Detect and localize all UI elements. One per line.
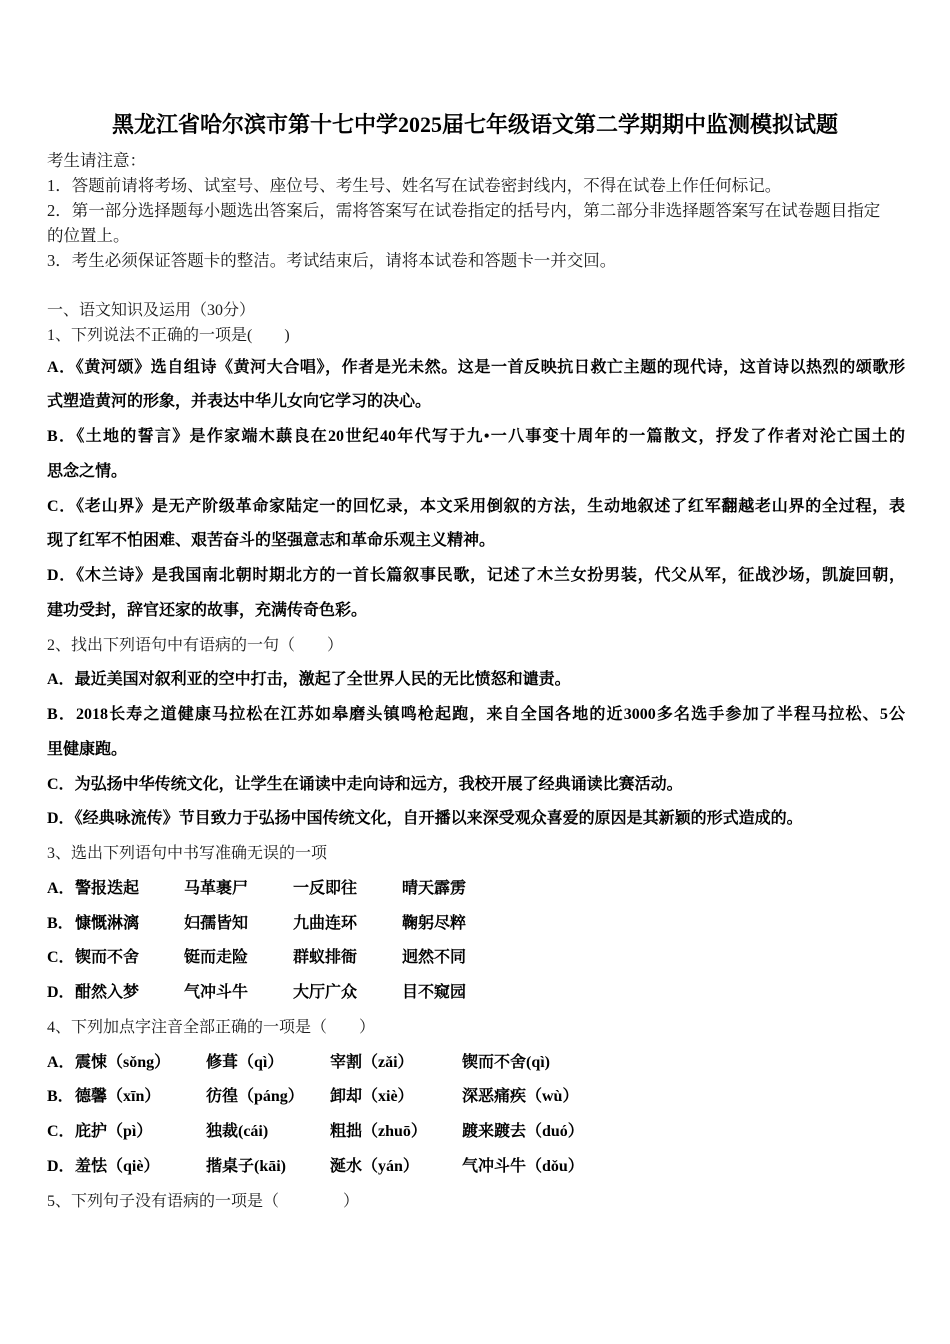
option-text: 《土地的誓言》是作家端木蕻良在20世纪40年代写于九•一八事变十周年的一篇散文，抒发了作者对沦亡国土的 [76, 428, 905, 446]
option-item: 彷徨（páng） [206, 1088, 304, 1106]
option-text: 《经典咏流传》节目致力于弘扬中国传统文化，自开播以来深受观众喜爱的原因是其新颖的形式造成的。 [74, 810, 803, 828]
option-line [47, 385, 905, 420]
question-4-stem: 4、下列加点字注音全部正确的一项是（ ） [47, 1018, 376, 1036]
option-item: 警报迭起 [75, 879, 140, 897]
option-text: 《老山界》是无产阶级革命家陆定一的回忆录，本文采用倒叙的方法，生动地叙述了红军翻越老山界的全过程，表 [76, 497, 905, 515]
question-3-option-b [47, 907, 905, 942]
option-label: A． [47, 1053, 75, 1071]
exam-body [47, 148, 905, 1220]
option-item: 大厅广众 [293, 984, 358, 1002]
option-label: B． [47, 1088, 74, 1106]
option-item: 粗拙（zhuō） [330, 1123, 427, 1141]
option-text-continued: 建功受封，辞官还家的故事，充满传奇色彩。 [47, 601, 368, 619]
option-item: 锲而不舍 [75, 949, 140, 967]
question-3-stem: 3、选出下列语句中书写准确无误的一项 [47, 845, 328, 863]
notice [47, 148, 905, 273]
option-item: 迥然不同 [402, 949, 467, 967]
question-2-option-c [47, 768, 905, 803]
option-item: 妇孺皆知 [184, 914, 249, 932]
option-line [47, 455, 905, 490]
option-text: 最近美国对叙利亚的空中打击，激起了全世界人民的无比愤怒和谴责。 [74, 671, 571, 689]
option-item: 揩桌子(kāi) [206, 1157, 287, 1175]
question-4-option-c [47, 1115, 905, 1150]
option-item: 独裁(cái) [206, 1123, 269, 1141]
question-1 [47, 323, 905, 629]
option-text: 为弘扬中华传统文化，让学生在诵读中走向诗和远方，我校开展了经典诵读比赛活动。 [74, 775, 683, 793]
option-label: C． [47, 775, 75, 793]
question-4-option-a [47, 1046, 905, 1081]
option-text-continued: 式塑造黄河的形象，并表达中华儿女向它学习的决心。 [47, 393, 432, 411]
option-line [47, 594, 905, 629]
option-line [47, 663, 905, 698]
option-item: 宰割（zǎi） [330, 1053, 414, 1071]
option-line [47, 733, 905, 768]
option-label: D． [47, 810, 75, 828]
option-label: D． [47, 567, 77, 585]
option-item: 慷慨淋漓 [75, 914, 140, 932]
option-item: 九曲连环 [293, 914, 358, 932]
option-item: 晴天霹雳 [402, 879, 467, 897]
option-line [47, 524, 905, 559]
option-line [47, 559, 905, 594]
option-text-continued: 现了红军不怕困难、艰苦奋斗的坚强意志和革命乐观主义精神。 [47, 532, 496, 550]
option-item: 酣然入梦 [75, 984, 140, 1002]
option-item: 涎水（yán） [330, 1157, 419, 1175]
option-line [47, 351, 905, 386]
question-5-stem: 5、下列句子没有语病的一项是（ ） [47, 1192, 360, 1210]
option-text-continued: 思念之情。 [47, 462, 128, 480]
option-item: 锲而不舍(qì) [462, 1053, 551, 1071]
question-3-option-a [47, 872, 905, 907]
question-2-stem: 2、找出下列语句中有语病的一句（ ） [47, 636, 344, 654]
notice-item-3: 3．考生必须保证答题卡的整洁。考试结束后，请将本试卷和答题卡一并交回。 [47, 250, 617, 270]
option-text-continued: 里健康跑。 [47, 740, 128, 758]
question-1-option-d [47, 559, 905, 629]
option-item: 羞怯（qiè） [75, 1157, 160, 1175]
option-item: 目不窥园 [402, 984, 467, 1002]
question-4 [47, 1011, 905, 1185]
option-line [47, 802, 905, 837]
option-label: C． [47, 497, 77, 515]
option-item: 气冲斗牛 [184, 984, 249, 1002]
option-item: 马革裹尸 [184, 879, 249, 897]
option-item: 深恶痛疾（wù） [462, 1088, 579, 1106]
question-2-option-d [47, 802, 905, 837]
option-line [47, 420, 905, 455]
notice-heading: 考生请注意： [47, 150, 146, 170]
question-2 [47, 629, 905, 838]
option-label: D． [47, 1157, 75, 1175]
option-item: 德馨（xīn） [75, 1088, 161, 1106]
option-label: A． [47, 358, 76, 376]
option-item: 震悚（sǒng） [75, 1053, 171, 1071]
option-text: 《黄河颂》选自组诗《黄河大合唱》，作者是光未然。这是一首反映抗日救亡主题的现代诗，这首诗以热烈的颂歌形 [75, 358, 905, 376]
question-1-option-c [47, 490, 905, 560]
question-4-option-b [47, 1080, 905, 1115]
page-title: 黑龙江省哈尔滨市第十七中学2025届七年级语文第二学期期中监测模拟试题 [111, 112, 838, 137]
notice-item-2-continued: 的位置上。 [47, 225, 130, 245]
option-item: 踱来踱去（duó） [462, 1123, 584, 1141]
option-label: B． [47, 706, 76, 724]
question-2-option-a [47, 663, 905, 698]
option-text: 2018长寿之道健康马拉松在江苏如皋磨头镇鸣枪起跑，来自全国各地的近3000多名选手参加了半程马拉松、5公 [75, 706, 905, 724]
option-item: 气冲斗牛（dǒu） [462, 1157, 584, 1175]
option-item: 一反即往 [293, 879, 358, 897]
option-label: B． [47, 428, 77, 446]
notice-item-1: 1．答题前请将考场、试室号、座位号、考生号、姓名写在试卷密封线内，不得在试卷上作任何标记。 [47, 175, 782, 195]
option-label: A． [47, 879, 75, 897]
option-line [47, 768, 905, 803]
question-3 [47, 837, 905, 1011]
question-5 [47, 1185, 905, 1220]
option-item: 鞠躬尽粹 [402, 914, 467, 932]
option-label: D． [47, 984, 75, 1002]
question-3-option-d [47, 976, 905, 1011]
question-1-stem: 1、下列说法不正确的一项是( ) [47, 326, 290, 344]
option-label: C． [47, 949, 75, 967]
question-1-option-b [47, 420, 905, 490]
question-4-option-d [47, 1150, 905, 1185]
question-1-option-a [47, 351, 905, 421]
option-label: A． [47, 671, 75, 689]
section-heading: 一、语文知识及运用（30分） [47, 301, 256, 319]
option-label: C． [47, 1123, 75, 1141]
option-item: 修葺（qì） [206, 1053, 284, 1071]
option-text: 《木兰诗》是我国南北朝时期北方的一首长篇叙事民歌，记述了木兰女扮男装，代父从军，征战沙场，凯旋回朝， [76, 567, 905, 585]
question-1-options [47, 351, 905, 629]
option-item: 铤而走险 [184, 949, 249, 967]
option-item: 群蚁排衙 [293, 949, 358, 967]
option-item: 庇护（pì） [75, 1123, 153, 1141]
question-2-option-b [47, 698, 905, 768]
question-3-option-c [47, 941, 905, 976]
option-line [47, 490, 905, 525]
option-line [47, 698, 905, 733]
option-item: 卸却（xiè） [330, 1088, 414, 1106]
notice-item-2: 2．第一部分选择题每小题选出答案后，需将答案写在试卷指定的括号内，第二部分非选择题答案写在试卷题目指定 [47, 200, 881, 220]
option-label: B． [47, 914, 74, 932]
